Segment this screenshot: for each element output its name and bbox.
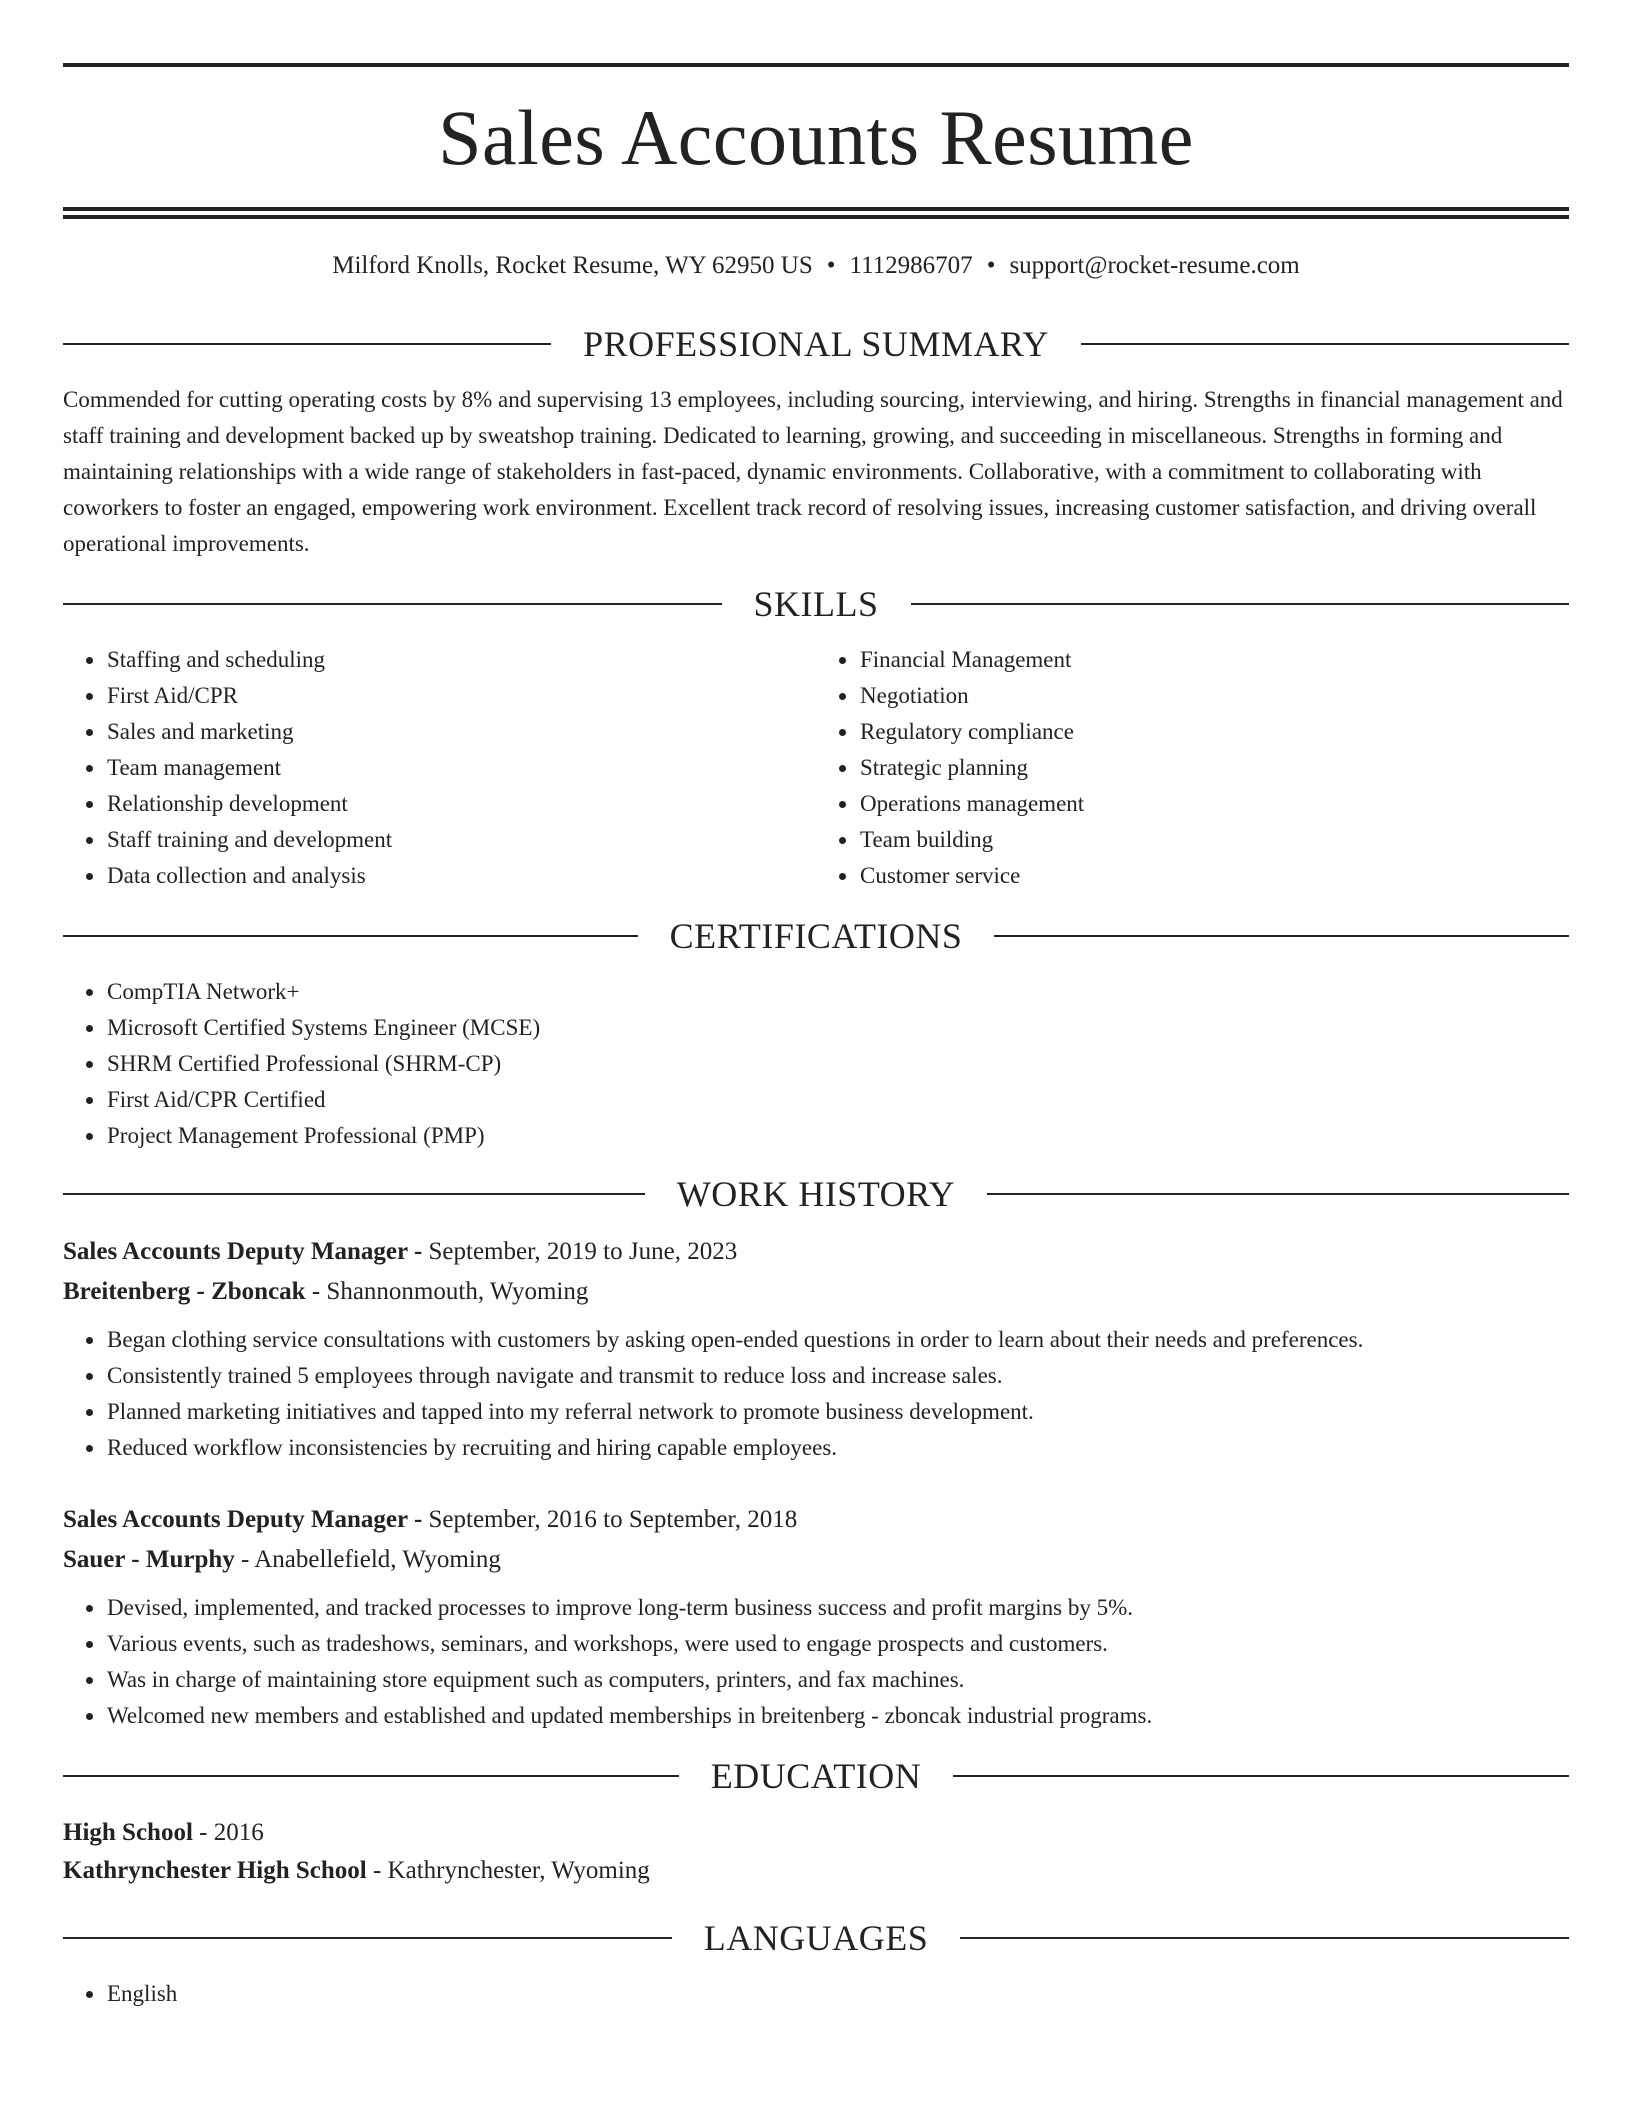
job-title: Sales Accounts Deputy Manager xyxy=(63,1506,408,1533)
education-degree: High School xyxy=(63,1819,193,1846)
summary-section-header xyxy=(63,326,1569,362)
job-location: Anabellefield, Wyoming xyxy=(254,1546,501,1573)
skill-item: • Operations management xyxy=(859,786,1569,822)
job-title-line xyxy=(63,1500,1569,1540)
work-history-section-header xyxy=(63,1176,1569,1212)
education-school: Kathrynchester High School xyxy=(63,1857,367,1884)
divider-line xyxy=(63,1193,645,1195)
job-company: Sauer - Murphy xyxy=(63,1546,235,1573)
skill-item: • First Aid/CPR xyxy=(106,678,816,714)
divider-line xyxy=(1081,343,1569,345)
job-bullets xyxy=(63,1590,1569,1734)
summary-text: Commended for cutting operating costs by 8% and supervising 13 employees, including sourcing, interviewing, and hiring. Strengths in financial management and staff training and development backed up by sweatshop training. Dedicated to learning, growing, and succeeding in miscellaneous. Strengths in forming and maintaining relationships with a wide range of stakeholders in fast-paced, dynamic environments. Collaborative, with a commitment to collaborating with coworkers to foster an engaged, empowering work environment. Excellent track record of resolving issues, increasing customer satisfaction, and driving overall operational improvements. xyxy=(63,387,1563,556)
education-section-header xyxy=(63,1758,1569,1794)
education-school-line xyxy=(63,1852,1569,1890)
divider-line xyxy=(63,343,551,345)
education-joiner: - xyxy=(192,1819,214,1846)
resume-title: Sales Accounts Resume xyxy=(438,94,1194,181)
certifications-heading: CERTIFICATIONS xyxy=(669,916,963,956)
title-double-rule xyxy=(63,207,1569,219)
skill-item: • Team building xyxy=(859,822,1569,858)
divider-line xyxy=(63,935,638,937)
education-heading: EDUCATION xyxy=(710,1756,922,1796)
job-dates: September, 2019 to June, 2023 xyxy=(428,1238,738,1265)
certification-item: • Project Management Professional (PMP) xyxy=(106,1118,1569,1154)
divider-line xyxy=(63,1775,679,1777)
education-year: 2016 xyxy=(213,1819,264,1846)
skills-heading: SKILLS xyxy=(753,584,879,624)
divider-line xyxy=(63,1937,672,1939)
skill-item: • Strategic planning xyxy=(859,750,1569,786)
skills-section-header xyxy=(63,586,1569,622)
language-item: • English xyxy=(106,1976,1569,2012)
job-bullet: • Reduced workflow inconsistencies by recruiting and hiring capable employees. xyxy=(106,1430,1569,1466)
skill-item: • Data collection and analysis xyxy=(106,858,816,894)
job-bullet: • Began clothing service consultations with customers by asking open-ended questions in order to learn about their needs and preferences. xyxy=(106,1322,1569,1358)
job-title-line xyxy=(63,1232,1569,1272)
job-company: Breitenberg - Zboncak xyxy=(63,1278,306,1305)
job-bullet: • Welcomed new members and established and updated memberships in breitenberg - zboncak industrial programs. xyxy=(106,1698,1569,1734)
job-bullet: • Various events, such as tradeshows, seminars, and workshops, were used to engage prospects and customers. xyxy=(106,1626,1569,1662)
contact-address: Milford Knolls, Rocket Resume, WY 62950 US xyxy=(332,252,813,279)
skills-right-column xyxy=(816,642,1569,894)
job-bullets xyxy=(63,1322,1569,1466)
job-bullet: • Consistently trained 5 employees through navigate and transmit to reduce loss and increase sales. xyxy=(106,1358,1569,1394)
skill-item: • Negotiation xyxy=(859,678,1569,714)
skills-columns xyxy=(63,642,1569,894)
languages-list xyxy=(63,1976,1569,2012)
contact-line xyxy=(63,253,1569,278)
contact-email: support@rocket-resume.com xyxy=(1009,252,1300,279)
job-bullet: • Was in charge of maintaining store equipment such as computers, printers, and fax machines. xyxy=(106,1662,1569,1698)
education-degree-line xyxy=(63,1814,1569,1852)
job-bullet: • Devised, implemented, and tracked processes to improve long-term business success and profit margins by 5%. xyxy=(106,1590,1569,1626)
job-company-line xyxy=(63,1540,1569,1580)
certification-item: • First Aid/CPR Certified xyxy=(106,1082,1569,1118)
skill-item: • Staffing and scheduling xyxy=(106,642,816,678)
job-entry xyxy=(63,1500,1569,1734)
work-history-heading: WORK HISTORY xyxy=(676,1174,956,1214)
divider-line xyxy=(953,1775,1569,1777)
certification-item: • Microsoft Certified Systems Engineer (MCSE) xyxy=(106,1010,1569,1046)
skill-item: • Financial Management xyxy=(859,642,1569,678)
contact-separator: • xyxy=(986,252,996,279)
job-joiner: - xyxy=(234,1546,255,1573)
certifications-list xyxy=(63,974,1569,1154)
certification-item: • SHRM Certified Professional (SHRM-CP) xyxy=(106,1046,1569,1082)
skill-item: • Customer service xyxy=(859,858,1569,894)
contact-phone: 1112986707 xyxy=(849,252,973,279)
divider-line xyxy=(987,1193,1569,1195)
job-dates: September, 2016 to September, 2018 xyxy=(428,1506,798,1533)
job-joiner: - xyxy=(407,1238,429,1265)
skills-left-column xyxy=(63,642,816,894)
job-bullet: • Planned marketing initiatives and tapped into my referral network to promote business development. xyxy=(106,1394,1569,1430)
contact-separator: • xyxy=(826,252,836,279)
summary-heading: PROFESSIONAL SUMMARY xyxy=(583,324,1049,364)
divider-line xyxy=(960,1937,1569,1939)
certifications-section-header xyxy=(63,918,1569,954)
skill-item: • Regulatory compliance xyxy=(859,714,1569,750)
languages-heading: LANGUAGES xyxy=(703,1918,929,1958)
education-joiner: - xyxy=(366,1857,388,1884)
education-location: Kathrynchester, Wyoming xyxy=(387,1857,650,1884)
skill-item: • Relationship development xyxy=(106,786,816,822)
divider-line xyxy=(994,935,1569,937)
job-location: Shannonmouth, Wyoming xyxy=(326,1278,589,1305)
job-title: Sales Accounts Deputy Manager xyxy=(63,1238,408,1265)
top-rule xyxy=(63,63,1569,67)
skill-item: • Team management xyxy=(106,750,816,786)
languages-section-header xyxy=(63,1920,1569,1956)
job-joiner: - xyxy=(407,1506,429,1533)
divider-line xyxy=(911,603,1570,605)
skill-item: • Staff training and development xyxy=(106,822,816,858)
job-joiner: - xyxy=(305,1278,327,1305)
job-company-line xyxy=(63,1272,1569,1312)
job-entry xyxy=(63,1232,1569,1466)
divider-line xyxy=(63,603,722,605)
certification-item: • CompTIA Network+ xyxy=(106,974,1569,1010)
skill-item: • Sales and marketing xyxy=(106,714,816,750)
